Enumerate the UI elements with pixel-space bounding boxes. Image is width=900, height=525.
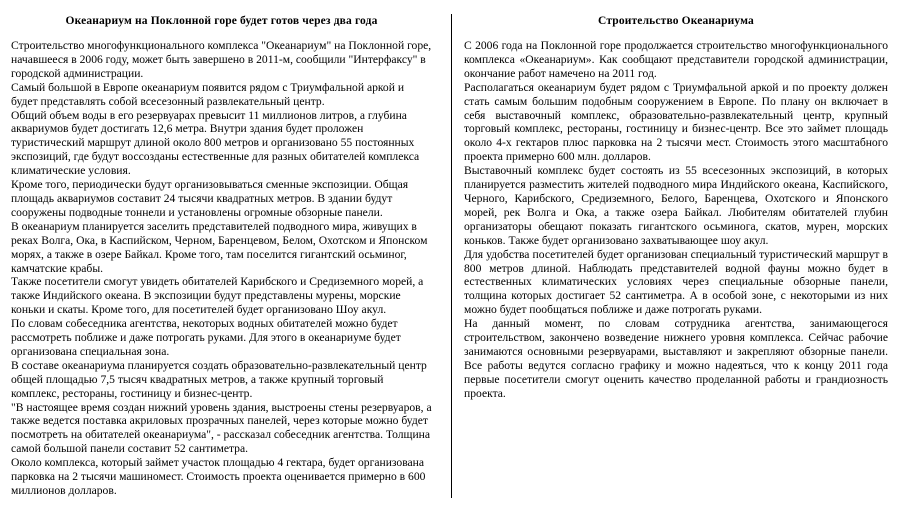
article-paragraph: С 2006 года на Поклонной горе продолжается строительство многофункционального комплекса «Океанариум». Как сообщают представители городской администрации, окончание работ намечено на 2011 год.	[464, 39, 888, 80]
article-paragraph: Общий объем воды в его резервуарах превысит 11 миллионов литров, а глубина аквариумов будет достигать 12,6 метра. Внутри здания будет проложен туристический маршрут длиной около 800 метров и организовано 55 постоянных экспозиций, где будут воссозданы естественные для разных обитателей комплекса климатические условия.	[11, 108, 420, 178]
page-title-right: Строительство Океанариума	[598, 15, 754, 27]
article-paragraph: По словам собеседника агентства, некоторых водных обитателей можно будет рассмотреть поближе и даже потрогать руками. Для этого в океанариуме будет организована специальная зона.	[11, 317, 401, 358]
page-title-left: Океанариум на Поклонной горе будет готов через два года	[65, 15, 378, 27]
article-column-right	[451, 0, 900, 401]
article-body-right	[464, 39, 888, 401]
article-paragraph: "В настоящее время создан нижний уровень здания, выстроены стены резервуаров, а также ведется поставка акриловых прозрачных панелей, через которые можно будет посмотреть на обитателей океанариума", - рассказал собеседник агентства. Толщина самой большой панели составит 52 сантиметра.	[11, 400, 432, 456]
article-paragraph: Строительство многофункционального комплекса "Океанариум" на Поклонной горе, начавшееся в 2006 году, может быть завершено в 2011-м, сообщили "Интерфаксу" в городской администрации.	[11, 39, 432, 80]
article-paragraph: Для удобства посетителей будет организован специальный туристический маршрут в 800 метров длиной. Наблюдать представителей водной фауны можно будет в естественных климатических условиях через специальные обзорные панели, толщина которых достигает 52 сантиметра. А в особой зоне, с некоторыми из них можно будет пообщаться поближе и даже потрогать руками.	[464, 247, 888, 317]
article-body-left	[11, 39, 432, 498]
article-paragraph: В океанариум планируется заселить представителей подводного мира, живущих в реках Волга, Ока, в Каспийском, Черном, Баренцевом, Белом, Охотском и Японском морях, а также в озере Байкал. Кроме того, там поселится гигантский осьминог, камчатские крабы.	[11, 219, 428, 275]
article-paragraph: Самый большой в Европе океанариум появится рядом с Триумфальной аркой и будет представлять собой всесезонный развлекательный центр.	[11, 80, 405, 108]
article-paragraph: Выставочный комплекс будет состоять из 55 всесезонных экспозиций, в которых планируется разместить жителей подводного мира Индийского океана, Каспийского, Черного, Карибского, Средиземного, Белого, Баренцева, Охотского и Японского морей, рек Волга и Ока, а также озера Байкал. Любителям обитателей глубин организаторы обещают показать гигантского осьминога, скатов, мурен, морских коньков. Также будет организовано захватывающее шоу акул.	[464, 164, 888, 247]
article-column-left	[0, 0, 451, 498]
article-paragraph: Около комплекса, который займет участок площадью 4 гектара, будет организована парковка на 2 тысячи машиномест. Стоимость проекта оценивается примерно в 600 миллионов долларов.	[11, 456, 426, 497]
article-paragraph: Располагаться океанариум будет рядом с Триумфальной аркой и по проекту должен стать самым большим подобным сооружением в Европе. По плану он включает в себя выставочный комплекс, образовательно-развлекательный центр, крупный торговый комплекс, рестораны, гостиницу и бизнес-центр. Все это займет площадь около 4-х гектаров плюс парковка на 2 тысячи мест. Стоимость этого масштабного проекта примерно 600 млн. долларов.	[464, 80, 888, 164]
article-paragraph: В составе океанариума планируется создать образовательно-развлекательный центр общей площадью 7,5 тысяч квадратных метров, а также крупный торговый комплекс, рестораны, гостиницу и бизнес-центр.	[11, 358, 427, 400]
article-paragraph: На данный момент, по словам сотрудника агентства, занимающегося строительством, закончено возведение нижнего уровня комплекса. Сейчас рабочие занимаются основными резервуарами, выставляют и закрепляют обзорные панели. Все работы ведутся согласно графику и можно надеяться, что к концу 2011 года первые посетители смогут оценить качество проделанной работы и грандиозность проекта.	[464, 317, 888, 400]
article-paragraph: Также посетители смогут увидеть обитателей Карибского и Средиземного морей, а также Индийского океана. В экспозиции будут представлены мурены, морские коньки и скаты. Кроме того, для посетителей будет организовано Шоу акул.	[11, 275, 424, 317]
article-paragraph: Кроме того, периодически будут организовываться сменные экспозиции. Общая площадь аквариумов составит 24 тысячи квадратных метров. В здании будут сооружены подводные тоннели и установлены огромные обзорные панели.	[11, 178, 409, 219]
